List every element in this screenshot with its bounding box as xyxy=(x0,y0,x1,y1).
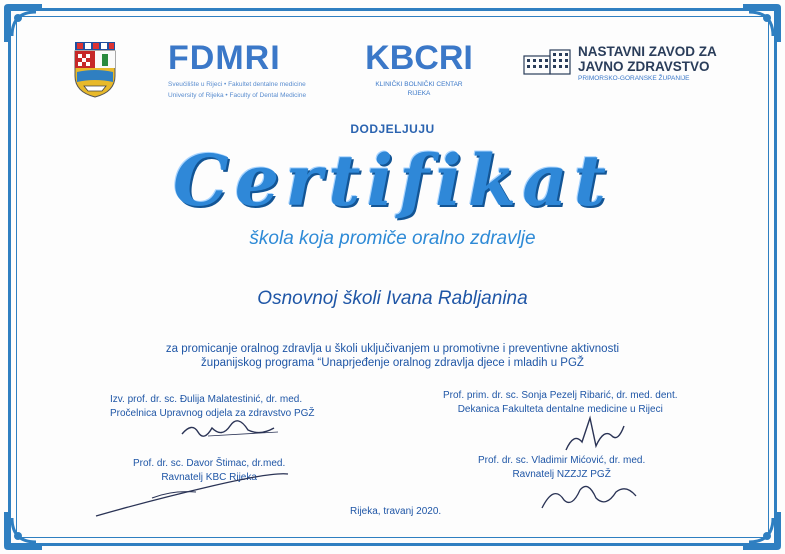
certificate-title: Certifikat xyxy=(173,139,612,222)
nzzjz-logo-line3: PRIMORSKO-GORANSKE ŽUPANIJE xyxy=(578,75,690,82)
award-label: DODJELJUJU xyxy=(350,122,435,136)
signatory-name: Prof. prim. dr. sc. Sonja Pezelj Ribarić, dr. med. dent. xyxy=(443,390,678,401)
nzzjz-logo-line2: JAVNO ZDRAVSTVO xyxy=(578,59,710,74)
certificate-subtitle: škola koja promiče oralno zdravlje xyxy=(249,228,536,249)
coat-of-arms-icon xyxy=(72,42,118,98)
signatory-role: Ravnatelj KBC Rijeka xyxy=(161,472,257,483)
place-and-date: Rijeka, travanj 2020. xyxy=(350,506,442,517)
kbc-logo-mark: KBCRI xyxy=(365,39,473,77)
corner-ornament-icon xyxy=(2,2,48,48)
signatory-name: Prof. dr. sc. Vladimir Mićović, dr. med. xyxy=(478,455,646,466)
fdmri-logo xyxy=(168,38,338,100)
award-description xyxy=(60,342,725,370)
kbc-rijeka-logo xyxy=(364,38,474,98)
recipient-name: Osnovnoj školi Ivana Rabljanina xyxy=(257,288,528,309)
corner-ornament-icon xyxy=(2,506,48,552)
handwritten-signature xyxy=(536,474,646,519)
signatory-name: Izv. prof. dr. sc. Đulija Malatestinić, dr. med. xyxy=(110,394,303,405)
handwritten-signature xyxy=(92,470,292,525)
nzzjz-logo-line1: NASTAVNI ZAVOD ZA xyxy=(578,44,717,59)
signatory-role: Ravnatelj NZZJZ PGŽ xyxy=(512,469,611,480)
handwritten-signature xyxy=(178,416,288,447)
signatory-name: Prof. dr. sc. Davor Štimac, dr.med. xyxy=(133,458,286,469)
description-line: županijskog programa “Unaprjeđenje oralnog zdravlja djece i mladih u PGŽ xyxy=(201,357,584,369)
fdmri-logo-line1: Sveučilište u Rijeci • Fakultet dentalne medicine xyxy=(168,81,306,88)
building-icon xyxy=(522,48,574,76)
signatory-role: Pročelnica Upravnog odjela za zdravstvo PGŽ xyxy=(110,408,315,419)
corner-ornament-icon xyxy=(737,506,783,552)
fdmri-logo-line2: University of Rijeka • Faculty of Dental Medicine xyxy=(168,92,307,99)
corner-ornament-icon xyxy=(737,2,783,48)
kbc-logo-subtitle: KLINIČKI BOLNIČKI CENTAR RIJEKA xyxy=(375,81,463,97)
fdmri-logo-mark: FDMRI xyxy=(168,39,281,77)
signatory-role: Dekanica Fakulteta dentalne medicine u Rijeci xyxy=(457,404,663,415)
description-line: za promicanje oralnog zdravlja u školi uključivanjem u promotivne i preventivne aktivnosti xyxy=(165,343,620,355)
